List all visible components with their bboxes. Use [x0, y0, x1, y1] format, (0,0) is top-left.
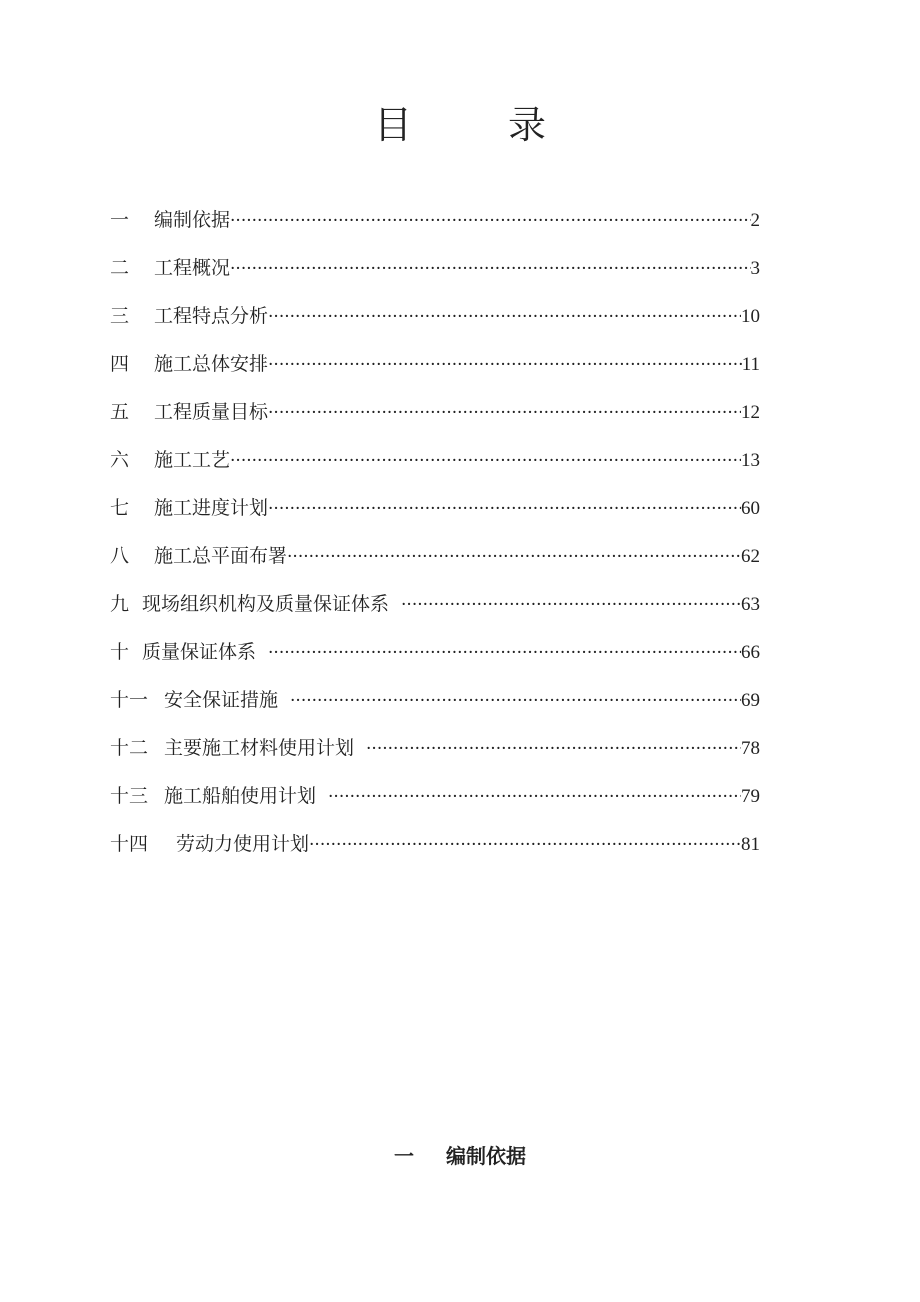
toc-entry-number: 二: [110, 257, 130, 279]
toc-entry[interactable]: [110, 392, 760, 440]
toc-leader-dots: [268, 489, 741, 529]
toc-entry-number: 一: [110, 209, 130, 231]
toc-entry-text: 劳动力使用计划: [176, 833, 310, 855]
toc-list: [110, 200, 760, 872]
toc-entry[interactable]: [110, 296, 760, 344]
toc-entry-page: 78: [741, 738, 760, 759]
toc-entry-page: 13: [741, 450, 760, 471]
toc-entry-text: 安全保证措施: [164, 689, 279, 711]
toc-entry-text: 质量保证体系: [142, 641, 257, 663]
toc-leader-dots: [287, 537, 741, 577]
toc-leader-dots: [401, 585, 741, 625]
toc-entry[interactable]: [110, 584, 760, 632]
toc-entry-text: 编制依据: [154, 209, 231, 231]
toc-leader-dots: [230, 201, 750, 241]
toc-entry-number: 七: [110, 497, 130, 519]
toc-entry[interactable]: [110, 488, 760, 536]
toc-entry-text: 施工进度计划: [154, 497, 269, 519]
toc-entry-text: 工程概况: [154, 257, 231, 279]
toc-entry-page: 81: [741, 834, 760, 855]
toc-entry-page: 66: [741, 642, 760, 663]
toc-entry-page: 2: [750, 210, 760, 231]
toc-leader-dots: [268, 297, 741, 337]
toc-entry-number: 三: [110, 305, 130, 327]
toc-entry-page: 69: [741, 690, 760, 711]
toc-leader-dots: [290, 681, 741, 721]
toc-entry-number: 十二: [110, 737, 149, 759]
toc-entry-text: 施工工艺: [154, 449, 231, 471]
toc-title-left: 目: [373, 103, 412, 147]
toc-entry-number: 十一: [110, 689, 149, 711]
toc-entry[interactable]: [110, 200, 760, 248]
toc-entry-text: 主要施工材料使用计划: [164, 737, 355, 759]
toc-entry-number: 五: [110, 401, 130, 423]
toc-entry[interactable]: [110, 728, 760, 776]
toc-leader-dots: [309, 825, 741, 865]
toc-entry[interactable]: [110, 680, 760, 728]
toc-entry-text: 施工总平面布署: [154, 545, 288, 567]
toc-title-right: 录: [508, 103, 547, 147]
toc-entry[interactable]: [110, 824, 760, 872]
section-number: 一: [394, 1144, 414, 1168]
toc-entry-number: 八: [110, 545, 130, 567]
toc-entry-text: 工程特点分析: [154, 305, 269, 327]
toc-entry-number: 九: [110, 593, 130, 615]
toc-leader-dots: [268, 345, 742, 385]
toc-leader-dots: [230, 249, 750, 289]
toc-entry-number: 十三: [110, 785, 149, 807]
toc-entry-page: 3: [750, 258, 760, 279]
toc-leader-dots: [366, 729, 741, 769]
toc-entry-text: 施工总体安排: [154, 353, 269, 375]
toc-leader-dots: [328, 777, 741, 817]
toc-entry-number: 四: [110, 353, 130, 375]
toc-entry-page: 11: [741, 354, 760, 375]
toc-entry[interactable]: [110, 344, 760, 392]
toc-entry-page: 63: [741, 594, 760, 615]
toc-entry-text: 施工船舶使用计划: [164, 785, 317, 807]
toc-entry[interactable]: [110, 440, 760, 488]
toc-entry-number: 十四: [110, 833, 149, 855]
toc-leader-dots: [230, 441, 741, 481]
toc-entry-page: 60: [741, 498, 760, 519]
toc-entry-page: 12: [741, 402, 760, 423]
section-heading: [0, 1140, 920, 1169]
toc-leader-dots: [268, 633, 741, 673]
toc-entry[interactable]: [110, 632, 760, 680]
toc-title: [0, 94, 920, 149]
section-title: 编制依据: [446, 1144, 526, 1168]
toc-entry[interactable]: [110, 248, 760, 296]
toc-leader-dots: [268, 393, 741, 433]
toc-entry[interactable]: [110, 776, 760, 824]
toc-entry-number: 六: [110, 449, 130, 471]
toc-entry[interactable]: [110, 536, 760, 584]
toc-entry-text: 现场组织机构及质量保证体系: [142, 593, 390, 615]
toc-entry-page: 10: [741, 306, 760, 327]
toc-entry-text: 工程质量目标: [154, 401, 269, 423]
toc-entry-page: 79: [741, 786, 760, 807]
toc-entry-page: 62: [741, 546, 760, 567]
toc-entry-number: 十: [110, 641, 130, 663]
